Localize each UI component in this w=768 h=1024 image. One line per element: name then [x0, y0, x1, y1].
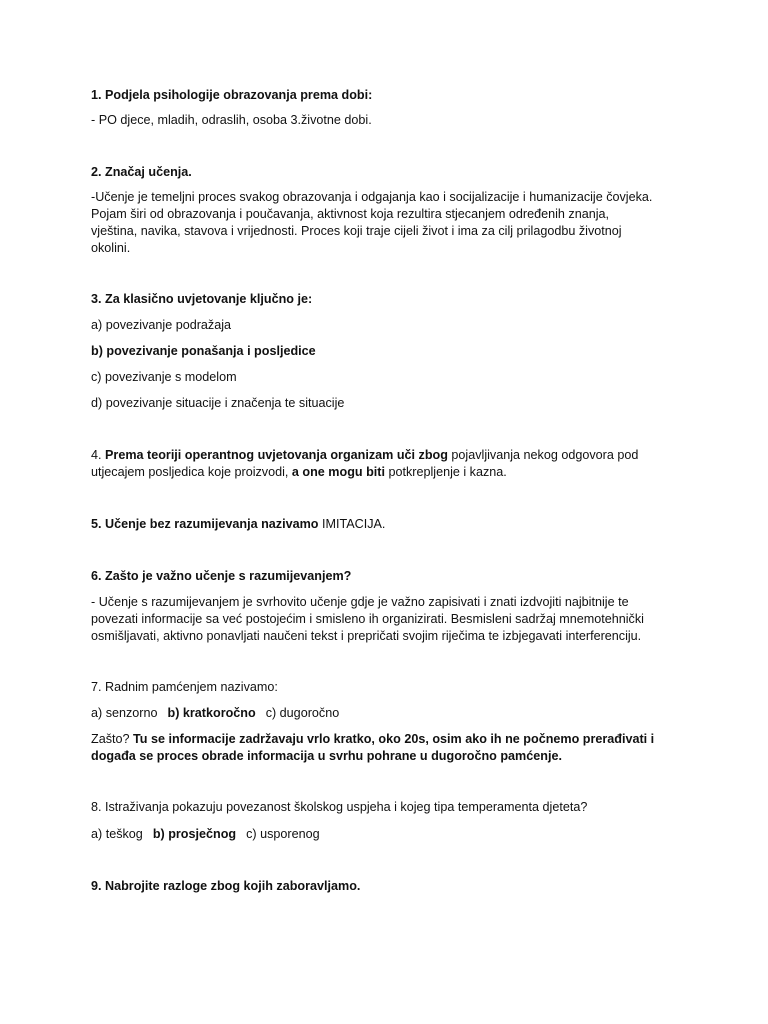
- q9-title: 9. Nabrojite razloge zbog kojih zaboravljamo.: [91, 879, 361, 893]
- q4-text: utjecajem posljedica koje proizvodi,: [91, 465, 292, 479]
- q3-title: 3. Za klasično uvjetovanje ključno je:: [91, 292, 313, 306]
- q8-option-b: b) prosječnog: [152, 827, 237, 841]
- q7-why-text: događa se proces obrade informacija u svrhu pohrane u dugoročno pamćenje.: [91, 749, 562, 763]
- q6-line: - Učenje s razumijevanjem je svrhovito učenje gdje je važno zapisivati i znati izdvojiti najbitnije te: [91, 595, 629, 609]
- q2-answer: [91, 189, 681, 257]
- q2-line: -Učenje je temeljni proces svakog obrazovanja i odgajanja kao i socijalizacije i humanizacije čovjeka.: [91, 190, 653, 204]
- q7-why-label: Zašto?: [91, 732, 133, 746]
- q3-option-c: c) povezivanje s modelom: [91, 370, 237, 384]
- q2-title: 2. Značaj učenja.: [91, 165, 192, 179]
- q2-line: okolini.: [91, 241, 131, 255]
- q7-option-a: a) senzorno: [91, 706, 158, 720]
- q3-option-a: a) povezivanje podražaja: [91, 318, 232, 332]
- q1-answer: - PO djece, mladih, odraslih, osoba 3.životne dobi.: [91, 113, 372, 127]
- q4-text: pojavljivanja nekog odgovora pod: [447, 448, 639, 462]
- q6-title: 6. Zašto je važno učenje s razumijevanjem?: [91, 569, 352, 583]
- q8-option-c: c) usporenog: [246, 827, 320, 841]
- q7-title: 7. Radnim pamćenjem nazivamo:: [91, 680, 278, 694]
- q4-text: potkrepljenje i kazna.: [384, 465, 507, 479]
- q8-options: [91, 826, 681, 843]
- q4-bold-text: a one mogu biti: [291, 465, 385, 479]
- q7-option-c: c) dugoročno: [265, 706, 340, 720]
- q4-number: 4.: [91, 448, 106, 462]
- q4-question: [91, 447, 681, 481]
- q6-line: povezati informacije sa već postojećim i smisleno ih organizirati. Besmisleni sadržaj mnemotehnički: [91, 612, 644, 626]
- q8-option-a: a) teškog: [91, 827, 143, 841]
- q2-line: Pojam širi od obrazovanja i poučavanja, aktivnost koja rezultira stjecanjem određenih znanja,: [91, 207, 610, 221]
- q6-line: osmišljavati, aktivno ponavljati naučeni tekst i prepričati svojim riječima te izbjegavati interferenciju.: [91, 629, 642, 643]
- q5-bold-text: 5. Učenje bez razumijevanja nazivamo: [91, 517, 319, 531]
- q8-title: 8. Istraživanja pokazuju povezanost školskog uspjeha i kojeg tipa temperamenta djeteta?: [91, 800, 588, 814]
- q7-why-text: Tu se informacije zadržavaju vrlo kratko, oko 20s, osim ako ih ne počnemo prerađivati i: [133, 732, 655, 746]
- q4-bold-text: Prema teoriji operantnog uvjetovanja organizam uči zbog: [105, 448, 448, 462]
- q7-explanation: [91, 731, 681, 765]
- q3-option-d: d) povezivanje situacije i značenja te situacije: [91, 396, 345, 410]
- q6-answer: [91, 594, 681, 645]
- q7-options: [91, 705, 681, 722]
- q7-option-b: b) kratkoročno: [167, 706, 256, 720]
- q3-option-b: b) povezivanje ponašanja i posljedice: [91, 344, 316, 358]
- q5-question: [91, 516, 681, 533]
- q2-line: vještina, navika, stavova i vrijednosti. Proces koji traje cijeli život i ima za cilj prilagodbu životnoj: [91, 224, 622, 238]
- q1-title: 1. Podjela psihologije obrazovanja prema dobi:: [91, 88, 373, 102]
- q5-answer: IMITACIJA.: [318, 517, 386, 531]
